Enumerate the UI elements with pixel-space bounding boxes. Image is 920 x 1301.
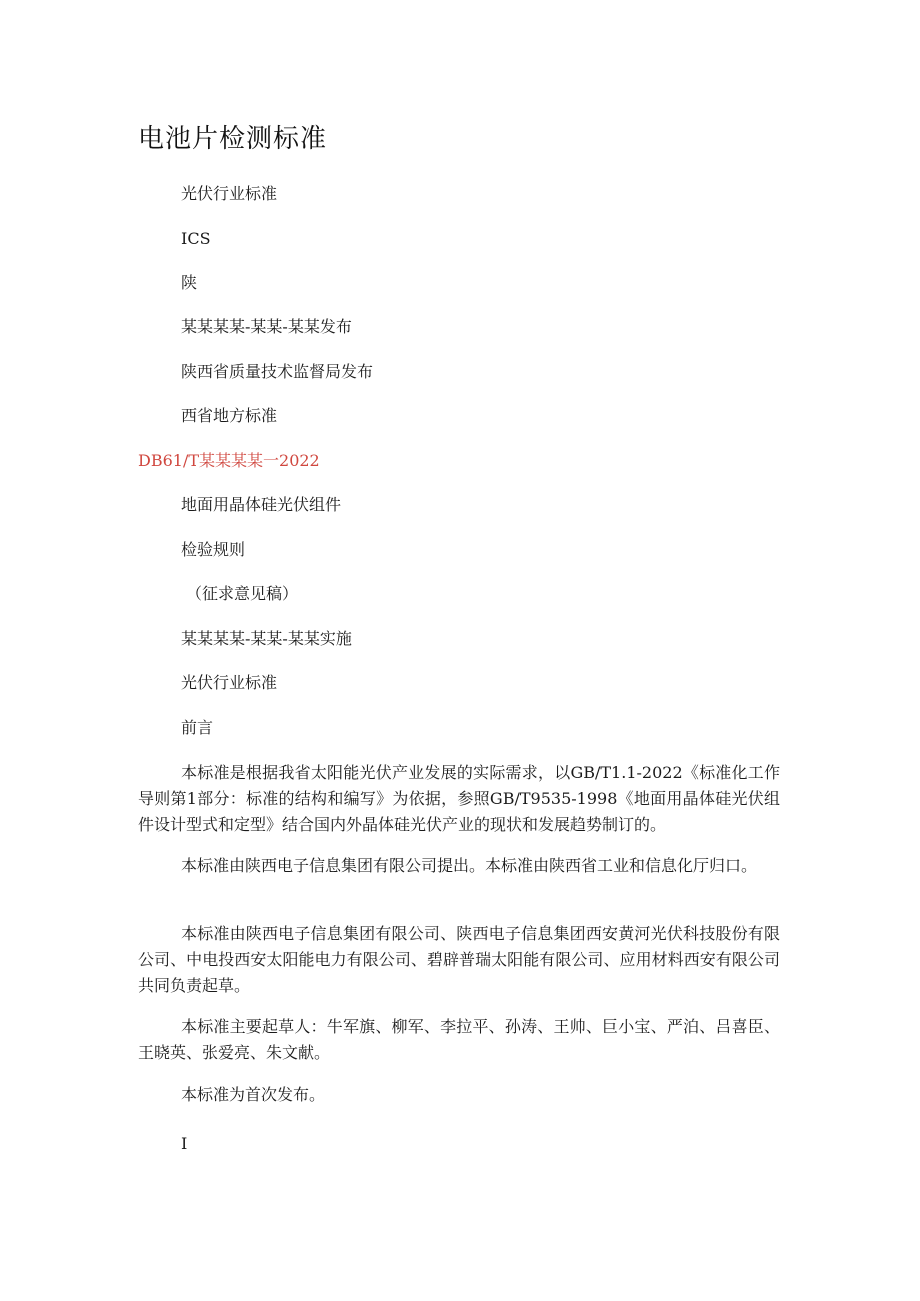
industry-standard-label-2: 光伏行业标准 [181,673,278,692]
publisher-line: 陕西省质量技术监督局发布 [181,362,374,381]
local-standard-label: 西省地方标准 [181,406,278,425]
province-label: 陕 [181,273,198,292]
foreword-paragraph-2: 本标准由陕西电子信息集团有限公司提出。本标准由陕西省工业和信息化厅归口。 [181,856,758,875]
foreword-paragraph-4: 本标准主要起草人：牛军旗、柳军、李拉平、孙涛、王帅、巨小宝、严泊、吕喜臣、王晓英、张爱亮、朱文献。 [138,1017,780,1062]
draft-status: （征求意见稿） [186,584,299,603]
ics-label: ICS [181,229,211,248]
implementation-date-line: 某某某某-某某-某某实施 [181,629,352,648]
standard-subject: 地面用晶体硅光伏组件 [181,495,342,514]
standard-number: DB61/T某某某某一2022 [138,451,320,470]
foreword-heading: 前言 [181,718,214,737]
foreword-paragraph-1: 本标准是根据我省太阳能光伏产业发展的实际需求，以GB/T1.1-2022《标准化工作导则第1部分：标准的结构和编写》为依据，参照GB/T9535-1998《地面用晶体硅光伏组件设计型式和定型》结合国内外晶体硅光伏产业的现状和发展趋势制订的。 [138,763,780,834]
page-number: I [181,1134,188,1153]
document-title: 电池片检测标准 [138,124,328,154]
foreword-paragraph-5: 本标准为首次发布。 [181,1085,326,1104]
publish-date-line: 某某某某-某某-某某发布 [181,317,352,336]
industry-standard-label: 光伏行业标准 [181,184,278,203]
standard-name: 检验规则 [181,540,246,559]
foreword-paragraph-3: 本标准由陕西电子信息集团有限公司、陕西电子信息集团西安黄河光伏科技股份有限公司、中电投西安太阳能电力有限公司、碧辟普瑞太阳能有限公司、应用材料西安有限公司共同负责起草。 [138,924,780,995]
